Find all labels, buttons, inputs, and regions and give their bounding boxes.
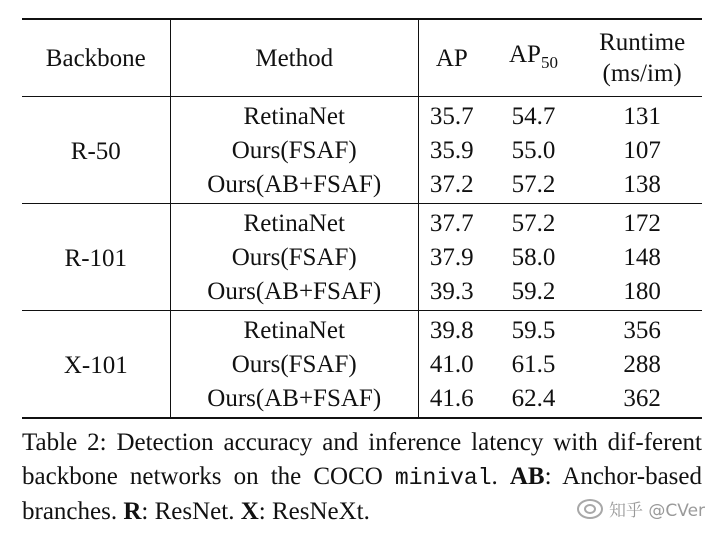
- method-cell: RetinaNet: [170, 311, 418, 348]
- caption-x-key: X: [240, 498, 259, 525]
- ap-cell: 41.6: [429, 384, 474, 412]
- method-cell: Ours(AB+FSAF): [170, 167, 418, 204]
- ap50-cell: 59.2: [511, 277, 556, 305]
- caption-text-1: Table 2: Detection accuracy and inference latency with dif-ferent backbone networks on the COCO: [22, 429, 702, 490]
- ap50-cell: 58.0: [511, 243, 556, 271]
- method-cell: Ours(FSAF): [170, 347, 418, 381]
- runtime-cell: 172: [582, 204, 702, 241]
- method-cell: Ours(AB+FSAF): [170, 274, 418, 311]
- header-runtime: [582, 19, 702, 97]
- runtime-cell: 180: [623, 277, 661, 305]
- group-r101: [22, 204, 702, 311]
- runtime-cell: 138: [623, 170, 661, 198]
- ap-cell: 41.0: [429, 350, 474, 378]
- table-row: [22, 97, 702, 134]
- header-ap: AP: [418, 19, 484, 97]
- ap-cell: 37.7: [418, 204, 484, 241]
- caption-split-name: minival: [394, 465, 492, 491]
- runtime-cell: 288: [623, 350, 661, 378]
- caption-x-text: : ResNeXt.: [258, 498, 370, 525]
- ap-cell: 35.7: [429, 102, 474, 130]
- results-table: [22, 18, 702, 419]
- table-header-row: [22, 19, 702, 97]
- zhihu-logo-icon: [577, 499, 603, 519]
- runtime-cell: 131: [623, 102, 661, 130]
- group-r50: [22, 97, 702, 204]
- table-row: [22, 204, 702, 241]
- header-runtime-line1: Runtime: [599, 29, 686, 56]
- backbone-cell: X-101: [22, 311, 170, 419]
- table-row: [22, 311, 702, 348]
- ap50-cell: 57.2: [485, 204, 583, 241]
- results-table-container: [22, 18, 702, 419]
- caption-r-key: R: [123, 498, 142, 525]
- ap-cell: 39.8: [418, 311, 484, 348]
- watermark-text: 知乎 @CVer: [609, 501, 706, 521]
- caption-ab-key: AB: [509, 463, 545, 490]
- caption-text-2: .: [491, 463, 510, 490]
- header-runtime-line2: (ms/im): [602, 60, 682, 87]
- caption-r-text: : ResNet.: [141, 498, 241, 525]
- runtime-cell: 107: [623, 136, 661, 164]
- ap50-cell: 62.4: [511, 384, 556, 412]
- backbone-cell: R-101: [22, 204, 170, 311]
- runtime-cell: 356: [582, 311, 702, 348]
- method-cell: Ours(AB+FSAF): [170, 381, 418, 418]
- method-cell: RetinaNet: [170, 204, 418, 241]
- group-x101: [22, 311, 702, 419]
- header-backbone: Backbone: [22, 19, 170, 97]
- backbone-cell: R-50: [22, 97, 170, 204]
- caption-ab-text: : Anchor-based branches.: [22, 463, 702, 525]
- header-ap50: [485, 19, 583, 97]
- watermark: [577, 496, 705, 521]
- method-cell: RetinaNet: [170, 97, 418, 134]
- ap-cell: 35.9: [429, 136, 474, 164]
- ap-cell: 39.3: [429, 277, 474, 305]
- ap-cell: 37.2: [429, 170, 474, 198]
- header-ap50-main: AP: [509, 40, 541, 68]
- method-cell: Ours(FSAF): [170, 133, 418, 167]
- runtime-cell: 362: [623, 384, 661, 412]
- header-ap50-sub: 50: [540, 52, 558, 72]
- method-cell: Ours(FSAF): [170, 240, 418, 274]
- ap50-cell: 55.0: [511, 136, 556, 164]
- ap50-cell: 54.7: [511, 102, 556, 130]
- ap50-cell: 59.5: [485, 311, 583, 348]
- ap-cell: 37.9: [429, 243, 474, 271]
- ap50-cell: 57.2: [511, 170, 556, 198]
- runtime-cell: 148: [623, 243, 661, 271]
- ap50-cell: 61.5: [511, 350, 556, 378]
- header-method: Method: [170, 19, 418, 97]
